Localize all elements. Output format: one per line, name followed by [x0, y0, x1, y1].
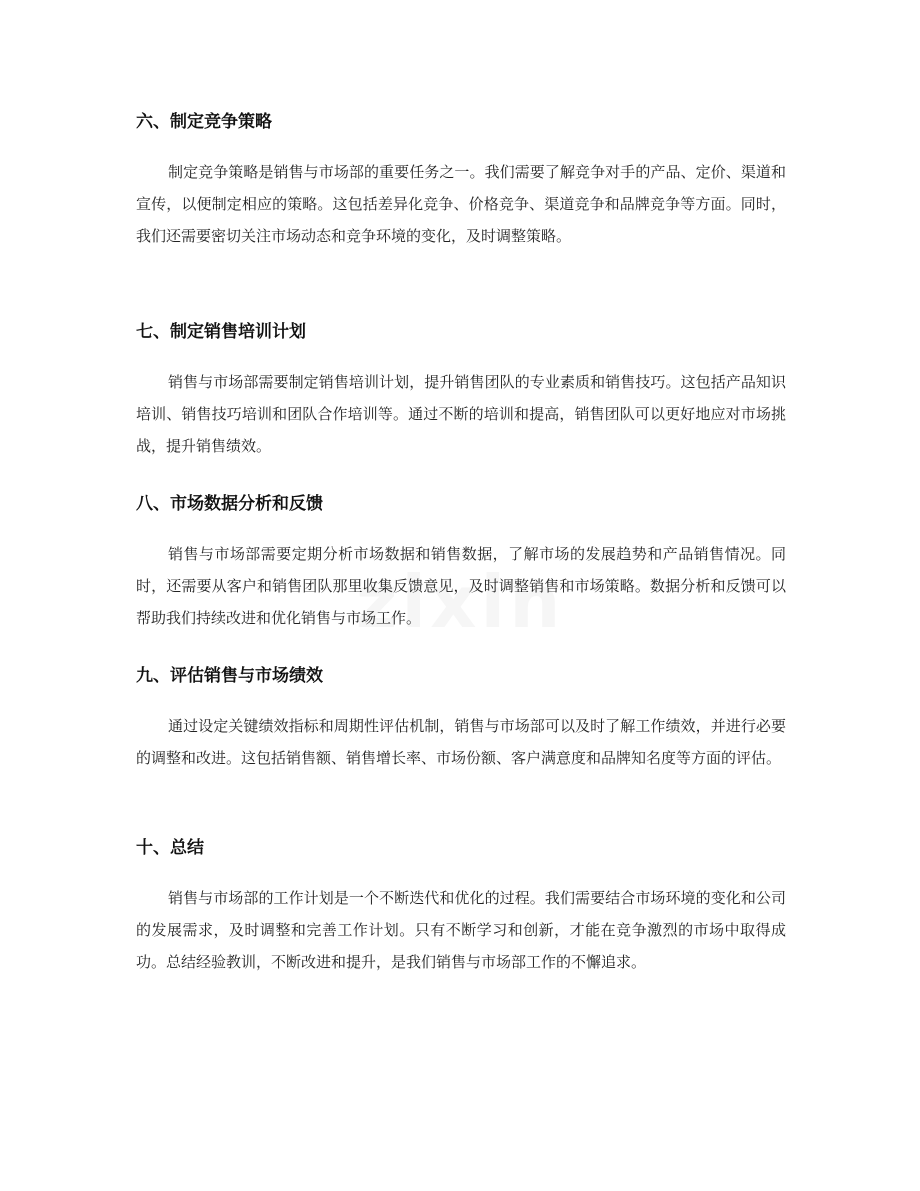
section-summary	[136, 836, 786, 978]
section-heading: 六、制定竞争策略	[136, 112, 272, 132]
section-market-data-analysis	[136, 492, 786, 634]
section-body: 通过设定关键绩效指标和周期性评估机制，销售与市场部可以及时了解工作绩效，并进行必要的调整和改进。这包括销售额、销售增长率、市场份额、客户满意度和品牌知名度等方面的评估。	[136, 717, 786, 767]
section-sales-training	[136, 320, 786, 462]
section-body: 销售与市场部需要定期分析市场数据和销售数据，了解市场的发展趋势和产品销售情况。同时，还需要从客户和销售团队那里收集反馈意见，及时调整销售和市场策略。数据分析和反馈可以帮助我们持续改进和优化销售与市场工作。	[136, 545, 786, 627]
section-performance-evaluation	[136, 664, 786, 774]
section-body: 销售与市场部需要制定销售培训计划，提升销售团队的专业素质和销售技巧。这包括产品知识培训、销售技巧培训和团队合作培训等。通过不断的培训和提高，销售团队可以更好地应对市场挑战，提升销售绩效。	[136, 373, 786, 455]
section-heading: 七、制定销售培训计划	[136, 322, 306, 342]
section-heading: 八、市场数据分析和反馈	[136, 494, 323, 514]
section-competition-strategy	[136, 110, 786, 252]
section-heading: 九、评估销售与市场绩效	[136, 666, 323, 686]
section-body: 制定竞争策略是销售与市场部的重要任务之一。我们需要了解竞争对手的产品、定价、渠道和宣传，以便制定相应的策略。这包括差异化竞争、价格竞争、渠道竞争和品牌竞争等方面。同时，我们还需要密切关注市场动态和竞争环境的变化，及时调整策略。	[136, 163, 786, 245]
section-body: 销售与市场部的工作计划是一个不断迭代和优化的过程。我们需要结合市场环境的变化和公司的发展需求，及时调整和完善工作计划。只有不断学习和创新，才能在竞争激烈的市场中取得成功。总结经验教训，不断改进和提升，是我们销售与市场部工作的不懈追求。	[136, 889, 786, 971]
section-heading: 十、总结	[136, 838, 204, 858]
